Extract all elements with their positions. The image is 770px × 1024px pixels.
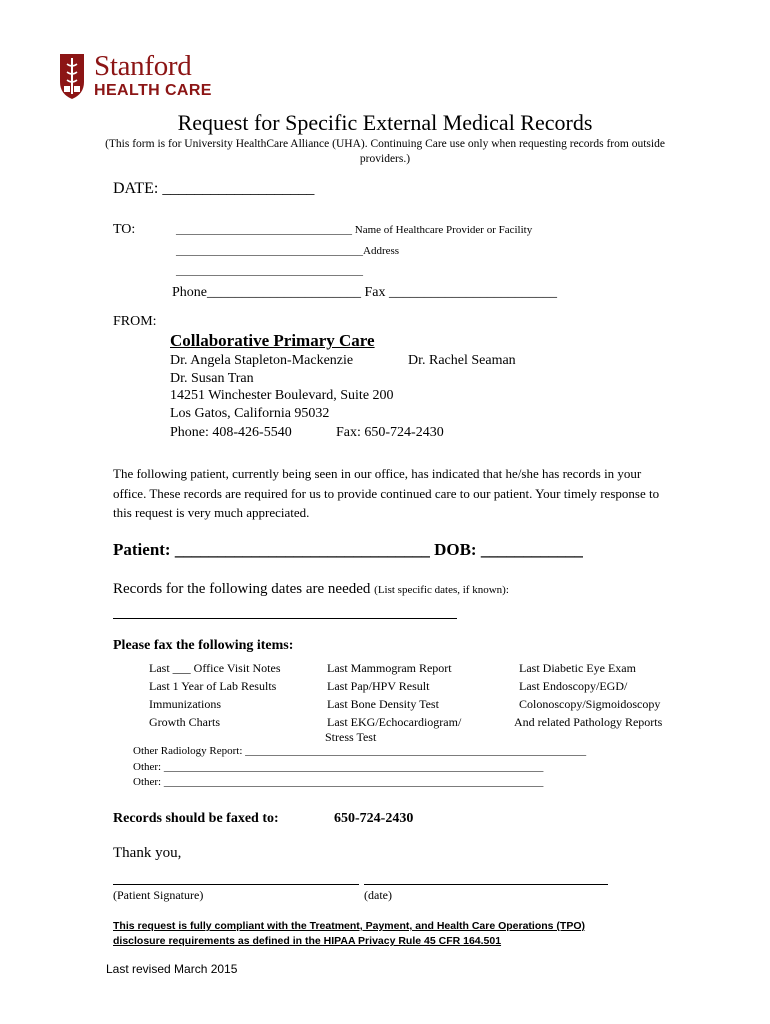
date-line[interactable] bbox=[364, 884, 608, 885]
date-signature-label: (date) bbox=[364, 888, 392, 902]
logo-name: Stanford bbox=[94, 50, 192, 82]
item-bone-density[interactable]: Last Bone Density Test bbox=[327, 697, 439, 711]
from-label: FROM: bbox=[113, 314, 157, 329]
item-endoscopy-egd[interactable]: Last Endoscopy/EGD/ bbox=[519, 679, 628, 693]
fax-items-heading: Please fax the following items: bbox=[113, 638, 294, 653]
practice-street: 14251 Winchester Boulevard, Suite 200 bbox=[170, 388, 394, 403]
doctor-tran: Dr. Susan Tran bbox=[170, 371, 254, 386]
page-title: Request for Specific External Medical Records bbox=[177, 110, 593, 135]
signature-label: (Patient Signature) bbox=[113, 888, 204, 902]
records-dates-hint: (List specific dates, if known): bbox=[374, 584, 509, 596]
item-colonoscopy[interactable]: Colonoscopy/Sigmoidoscopy bbox=[519, 697, 661, 711]
request-paragraph: The following patient, currently being seen in our office, has indicated that he/she has records in your office. These records are required for us to provide continued care to our patient. Your timely response to this request is very much appreciated. bbox=[113, 466, 660, 520]
compliance-line-2: disclosure requirements as defined in the HIPAA Privacy Rule 45 CFR 164.501 bbox=[113, 935, 502, 947]
records-dates-line[interactable] bbox=[113, 618, 457, 619]
other-field-2[interactable]: Other: _____________________________________________________________________ bbox=[133, 776, 544, 788]
shield-icon bbox=[58, 52, 86, 100]
stanford-health-care-logo bbox=[58, 52, 228, 104]
records-dates-label bbox=[113, 581, 509, 598]
item-pathology-reports[interactable]: And related Pathology Reports bbox=[514, 715, 663, 729]
practice-name: Collaborative Primary Care bbox=[170, 331, 375, 350]
item-mammogram[interactable]: Last Mammogram Report bbox=[327, 661, 452, 675]
faxed-to-number: 650-724-2430 bbox=[334, 811, 414, 826]
date-field[interactable]: DATE: ___________________ bbox=[113, 180, 315, 197]
item-ekg-echo[interactable]: Last EKG/Echocardiogram/ bbox=[327, 715, 462, 729]
item-immunizations[interactable]: Immunizations bbox=[149, 697, 221, 711]
item-growth-charts[interactable]: Growth Charts bbox=[149, 715, 220, 729]
practice-city: Los Gatos, California 95032 bbox=[170, 406, 330, 421]
signature-line[interactable] bbox=[113, 884, 359, 885]
logo-subtitle: HEALTH CARE bbox=[94, 82, 212, 99]
doctor-stapleton-mackenzie: Dr. Angela Stapleton-Mackenzie bbox=[170, 353, 354, 368]
practice-fax: Fax: 650-724-2430 bbox=[336, 425, 444, 440]
patient-dob-field[interactable]: Patient: ______________________________ DOB: ____________ bbox=[113, 540, 583, 559]
compliance-line-1: This request is fully compliant with the Treatment, Payment, and Health Care Operations (TPO) bbox=[113, 920, 586, 932]
other-field-1[interactable]: Other: _____________________________________________________________________ bbox=[133, 761, 544, 773]
provider-name-field[interactable]: ________________________________ Name of Healthcare Provider or Facility bbox=[176, 224, 533, 236]
other-radiology-field[interactable]: Other Radiology Report: ______________________________________________________________ bbox=[133, 745, 587, 757]
item-pap-hpv[interactable]: Last Pap/HPV Result bbox=[327, 679, 430, 693]
provider-phone-fax-field[interactable]: Phone______________________ Fax ________________________ bbox=[172, 285, 557, 300]
page-subtitle: (This form is for University HealthCare Alliance (UHA). Continuing Care use only when requesting records from outside providers.) bbox=[105, 138, 665, 165]
revised-date: Last revised March 2015 bbox=[106, 962, 238, 976]
to-label: TO: bbox=[113, 222, 136, 237]
thank-you: Thank you, bbox=[113, 845, 182, 861]
provider-address-field[interactable]: __________________________________Address bbox=[176, 245, 400, 257]
item-stress-test[interactable]: Stress Test bbox=[325, 730, 377, 744]
item-lab-results[interactable]: Last 1 Year of Lab Results bbox=[149, 679, 277, 693]
item-diabetic-eye-exam[interactable]: Last Diabetic Eye Exam bbox=[519, 661, 636, 675]
practice-phone: Phone: 408-426-5540 bbox=[170, 425, 292, 440]
faxed-to-label: Records should be faxed to: bbox=[113, 811, 279, 826]
item-office-visit-notes[interactable]: Last ___ Office Visit Notes bbox=[149, 661, 281, 675]
provider-address-line2-field[interactable]: __________________________________ bbox=[176, 265, 363, 277]
records-dates-text: Records for the following dates are needed bbox=[113, 581, 371, 597]
doctor-seaman: Dr. Rachel Seaman bbox=[408, 353, 516, 368]
